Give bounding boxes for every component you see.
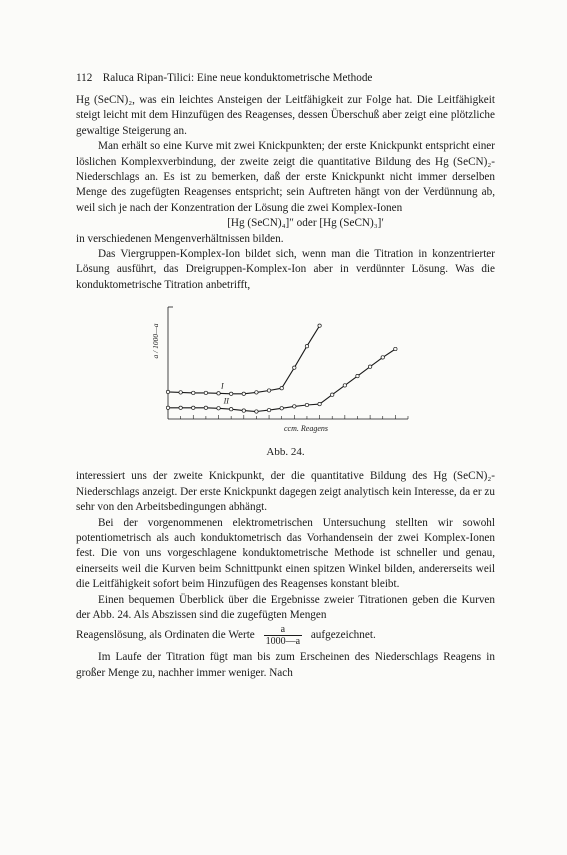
- data-point: [267, 389, 270, 392]
- fraction: [264, 624, 302, 647]
- data-point: [368, 365, 371, 368]
- series-line-I: [168, 326, 320, 394]
- paragraph-8-before: Reagenslösung, als Ordinaten die Werte: [76, 629, 255, 642]
- data-point: [255, 391, 258, 394]
- data-point: [255, 410, 258, 413]
- fraction-denominator: 1000—a: [265, 636, 301, 648]
- data-point: [343, 384, 346, 387]
- paragraph-3: in verschiedenen Mengenverhältnissen bilden.: [76, 232, 284, 245]
- data-point: [242, 409, 245, 412]
- figure-abb-24: [76, 297, 495, 469]
- data-point: [204, 406, 207, 409]
- series-label: II: [223, 396, 229, 406]
- titration-chart: [146, 301, 416, 441]
- paragraph-1: Hg (SeCN)₂, was ein leichtes Ansteigen der Leitfähigkeit zur Folge hat. Die Leitfähigkeit steigt leicht mit dem Hinzufügen des Reagenses, dessen Überschuß aber zeigt eine plötzliche gewaltige Steigerung an.: [76, 94, 495, 137]
- data-point: [166, 391, 169, 394]
- fraction-numerator: a: [280, 624, 286, 636]
- figure-caption: Abb. 24.: [266, 446, 305, 459]
- data-point: [318, 324, 321, 327]
- paragraph-5: interessiert uns der zweite Knickpunkt, der die quantitative Bildung des Hg (SeCN)₂-Niederschlags anzeigt. Der erste Knickpunkt dagegen zeigt analytisch kein Interesse, da er zu sehr von den Arbeitsbedingungen abhängt.: [76, 470, 495, 514]
- page: [76, 70, 495, 681]
- running-head: [76, 70, 495, 86]
- data-point: [267, 409, 270, 412]
- data-point: [204, 391, 207, 394]
- paragraph-6: Bei der vorgenommenen elektrometrischen Untersuchung stellten wir sowohl potentiometrisch als auch konduktometrisch das Vorhandensein der zwei Komplex-Ionen fest. Die von uns vorgeschlagene konduktometrische Methode ist schneller und genau, einerseits weil die Kurven beim Schnittpunkt einen spitzen Winkel bilden, andererseits weil die Leitfähigkeit sofort beim Hinzufügen des Reagenses konstant bleibt.: [76, 516, 495, 591]
- data-point: [217, 407, 220, 410]
- paragraph-8: [76, 623, 495, 647]
- paragraph-9: Im Laufe der Titration fügt man bis zum Erscheinen des Niederschlags Reagens in großer Menge zu, nachher immer weniger. Nach: [76, 651, 495, 679]
- formula: [Hg (SeCN)₄]″ oder [Hg (SeCN)₃]′: [227, 217, 384, 230]
- data-point: [217, 392, 220, 395]
- series-line-II: [168, 349, 395, 412]
- x-axis-label: ccm. Reagens: [284, 424, 328, 434]
- chart-axes: [168, 307, 408, 419]
- data-point: [394, 348, 397, 351]
- data-point: [242, 392, 245, 395]
- data-point: [229, 408, 232, 411]
- y-axis-label: a / 1000—a: [151, 323, 160, 359]
- data-point: [318, 403, 321, 406]
- data-point: [192, 406, 195, 409]
- data-point: [293, 405, 296, 408]
- data-point: [305, 345, 308, 348]
- running-title: Raluca Ripan-Tilici: Eine neue konduktometrische Methode: [102, 72, 373, 84]
- data-point: [280, 407, 283, 410]
- data-point: [192, 391, 195, 394]
- page-number: 112: [76, 72, 93, 84]
- data-point: [179, 391, 182, 394]
- series-label: I: [221, 381, 224, 391]
- data-point: [305, 404, 308, 407]
- data-point: [356, 375, 359, 378]
- data-point: [293, 366, 296, 369]
- data-point: [381, 356, 384, 359]
- data-point: [229, 392, 232, 395]
- data-point: [331, 393, 334, 396]
- paragraph-7: Einen bequemen Überblick über die Ergebnisse zweier Titrationen geben die Kurven der Abb. 24. Als Abszissen sind die zugefügten Mengen: [76, 593, 495, 621]
- plot-area: [166, 324, 397, 413]
- paragraph-4: Das Viergruppen-Komplex-Ion bildet sich, wenn man die Titration in konzentrierter Lösung ausführt, das Dreigruppen-Komplex-Ion aber in verdünnter Lösung. Was die konduktometrische Titration anbetrifft,: [76, 248, 495, 291]
- paragraph-2: Man erhält so eine Kurve mit zwei Knickpunkten; der erste Knickpunkt entspricht einer löslichen Komplexverbindung, der zweite zeigt die quantitative Bildung des Hg (SeCN)₂-Niederschlags an. Es ist zu bemerken, daß der erste Knickpunkt nicht immer derselben Menge des zugefügten Reagenses entspricht; sein Auftreten hängt von der Verdünnung ab, weil sich je nach der Konzentration der Lösung die zwei Komplex-Ionen: [76, 140, 495, 214]
- paragraph-8-after: aufgezeichnet.: [310, 629, 376, 642]
- data-point: [280, 387, 283, 390]
- data-point: [166, 406, 169, 409]
- data-point: [179, 406, 182, 409]
